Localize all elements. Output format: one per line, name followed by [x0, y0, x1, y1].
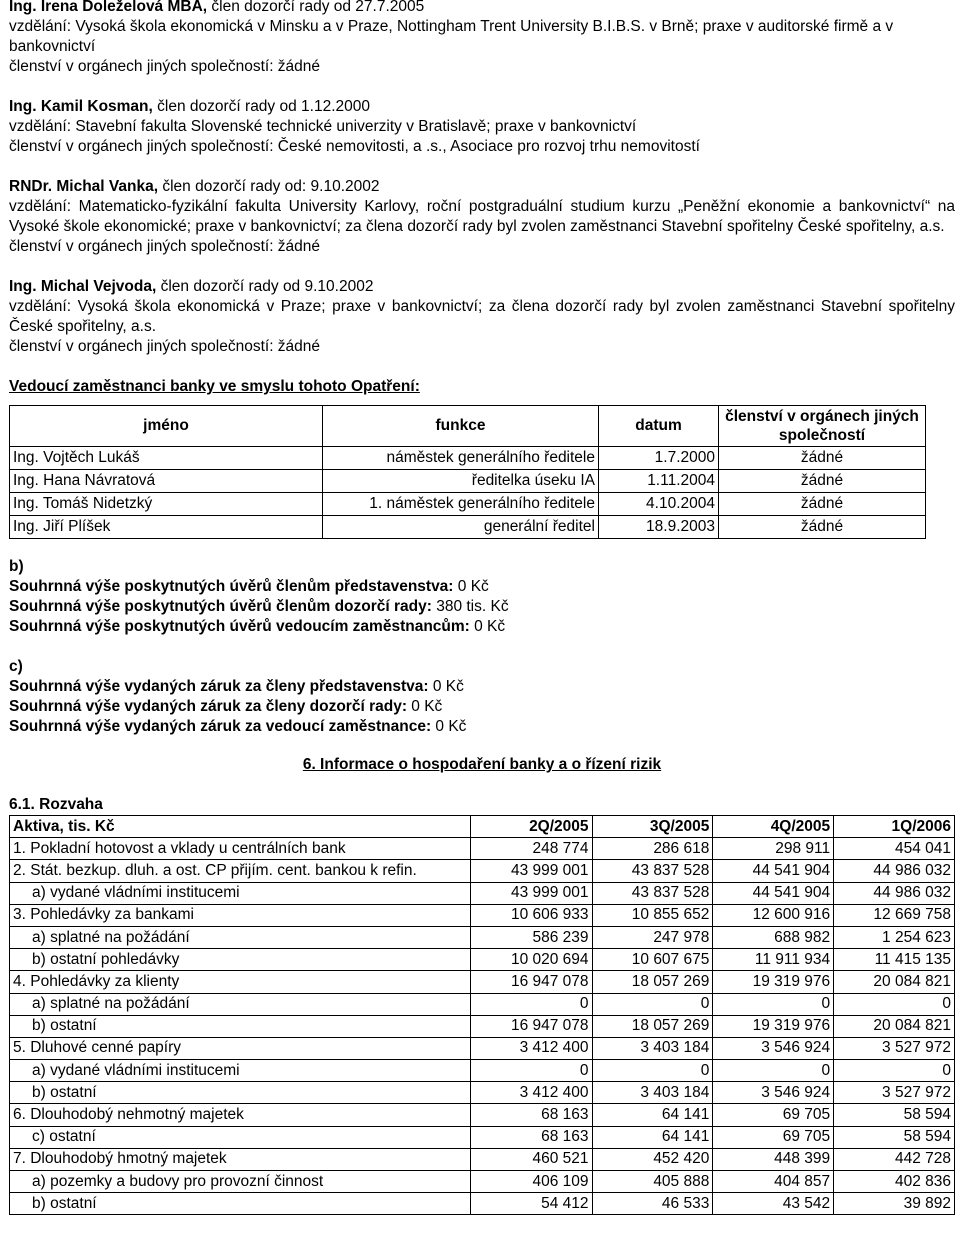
row-value: 454 041	[834, 838, 955, 860]
row-value: 44 541 904	[713, 882, 834, 904]
table-row	[10, 1060, 955, 1082]
row-value: 16 947 078	[470, 1015, 592, 1037]
row-value: 448 399	[713, 1148, 834, 1170]
manager-date: 1.11.2004	[599, 470, 719, 493]
manager-name: Ing. Hana Návratová	[10, 470, 323, 493]
table-header-row	[10, 816, 955, 838]
row-value: 3 412 400	[470, 1082, 592, 1104]
row-value: 10 020 694	[470, 949, 592, 971]
document-page	[9, 0, 955, 1215]
section-title: 6. Informace o hospodaření banky a o řízení rizik	[302, 756, 662, 773]
row-value: 442 728	[834, 1148, 955, 1170]
column-header: členství v orgánech jiných společností	[719, 406, 926, 447]
manager-date: 4.10.2004	[599, 493, 719, 516]
row-label: 4. Pohledávky za klienty	[10, 971, 471, 993]
table-row	[10, 949, 955, 971]
row-label: a) vydané vládními institucemi	[10, 1060, 471, 1082]
section-label: b)	[9, 558, 24, 575]
row-value: 69 705	[713, 1104, 834, 1126]
row-value: 248 774	[470, 838, 592, 860]
manager-function: náměstek generálního ředitele	[323, 447, 599, 470]
managers-table	[9, 405, 926, 539]
row-value: 18 057 269	[592, 971, 713, 993]
summary-value: 0 Kč	[428, 678, 464, 695]
member-role: člen dozorčí rady od 9.10.2002	[156, 278, 374, 295]
row-label: 3. Pohledávky za bankami	[10, 904, 471, 926]
summary-label: Souhrnná výše vydaných záruk za členy představenstva:	[9, 678, 429, 695]
summary-label: Souhrnná výše vydaných záruk za vedoucí zaměstnance:	[9, 718, 432, 735]
member-name: Ing. Irena Doleželová MBA,	[9, 0, 208, 15]
row-value: 58 594	[834, 1104, 955, 1126]
row-value: 3 412 400	[470, 1037, 592, 1059]
row-label: a) vydané vládními institucemi	[10, 882, 471, 904]
table-row	[10, 493, 926, 516]
row-value: 402 836	[834, 1171, 955, 1193]
row-label: b) ostatní	[10, 1015, 471, 1037]
section-b	[9, 557, 955, 637]
summary-value: 0 Kč	[406, 698, 443, 715]
row-label: 7. Dlouhodobý hmotný majetek	[10, 1148, 471, 1170]
row-value: 16 947 078	[470, 971, 592, 993]
manager-name: Ing. Tomáš Nidetzký	[10, 493, 323, 516]
row-value: 69 705	[713, 1126, 834, 1148]
row-value: 68 163	[470, 1126, 592, 1148]
column-header: funkce	[323, 406, 599, 447]
board-member	[9, 177, 955, 257]
summary-label: Souhrnná výše poskytnutých úvěrů členům dozorčí rady:	[9, 598, 432, 615]
manager-date: 18.9.2003	[599, 516, 719, 539]
summary-label: Souhrnná výše poskytnutých úvěrů vedoucím zaměstnancům:	[9, 618, 470, 635]
row-value: 12 600 916	[713, 904, 834, 926]
member-education: vzdělání: Vysoká škola ekonomická v Minsku a v Praze, Nottingham Trent University B.I.B.S. v Brně; praxe v auditorské firmě a v bankovnictví	[9, 18, 894, 55]
table-header-row	[10, 406, 926, 447]
table-row	[10, 993, 955, 1015]
table-row	[10, 904, 955, 926]
manager-name: Ing. Vojtěch Lukáš	[10, 447, 323, 470]
row-label: b) ostatní	[10, 1082, 471, 1104]
summary-value: 0 Kč	[453, 578, 489, 595]
board-member	[9, 0, 955, 77]
row-label: a) splatné na požádání	[10, 926, 471, 948]
row-value: 404 857	[713, 1171, 834, 1193]
row-value: 460 521	[470, 1148, 592, 1170]
row-value: 586 239	[470, 926, 592, 948]
member-membership: členství v orgánech jiných společností: žádné	[9, 238, 321, 255]
row-value: 3 546 924	[713, 1037, 834, 1059]
table-row	[10, 1015, 955, 1037]
row-value: 0	[470, 993, 592, 1015]
manager-membership: žádné	[719, 470, 926, 493]
table-row	[10, 516, 926, 539]
member-name: Ing. Kamil Kosman,	[9, 98, 153, 115]
row-value: 11 415 135	[834, 949, 955, 971]
row-value: 18 057 269	[592, 1015, 713, 1037]
row-value: 12 669 758	[834, 904, 955, 926]
row-value: 43 837 528	[592, 882, 713, 904]
member-education: vzdělání: Matematicko-fyzikální fakulta University Karlovy, roční postgraduální studium kurzu „Peněžní ekonomie a bankovnictví“ na Vysoké škole ekonomické; praxe v bankovnictví; za člena dozorčí rady byl zvolen zaměstnanci Stavební spořitelny České spořitelny, a.s.	[9, 198, 955, 235]
summary-value: 380 tis. Kč	[431, 598, 509, 615]
row-label: 6. Dlouhodobý nehmotný majetek	[10, 1104, 471, 1126]
row-value: 44 986 032	[834, 860, 955, 882]
row-label: c) ostatní	[10, 1126, 471, 1148]
row-value: 64 141	[592, 1126, 713, 1148]
board-member	[9, 277, 955, 357]
member-education: vzdělání: Stavební fakulta Slovenské technické univerzity v Bratislavě; praxe v bankovnictví	[9, 118, 637, 135]
table-row	[10, 1193, 955, 1215]
table-row	[10, 1126, 955, 1148]
row-value: 68 163	[470, 1104, 592, 1126]
row-value: 3 527 972	[834, 1037, 955, 1059]
row-value: 43 999 001	[470, 860, 592, 882]
row-value: 11 911 934	[713, 949, 834, 971]
row-value: 0	[834, 993, 955, 1015]
row-label: 2. Stát. bezkup. dluh. a ost. CP přijím. cent. bankou k refin.	[10, 860, 471, 882]
board-member	[9, 97, 955, 157]
column-header: 1Q/2006	[834, 816, 955, 838]
row-value: 58 594	[834, 1126, 955, 1148]
column-header: Aktiva, tis. Kč	[10, 816, 471, 838]
row-value: 406 109	[470, 1171, 592, 1193]
row-label: b) ostatní pohledávky	[10, 949, 471, 971]
row-value: 1 254 623	[834, 926, 955, 948]
table-row	[10, 1171, 955, 1193]
row-value: 405 888	[592, 1171, 713, 1193]
column-header: 4Q/2005	[713, 816, 834, 838]
row-value: 298 911	[713, 838, 834, 860]
row-value: 44 986 032	[834, 882, 955, 904]
manager-membership: žádné	[719, 447, 926, 470]
table-row	[10, 1104, 955, 1126]
table-row	[10, 926, 955, 948]
summary-value: 0 Kč	[431, 718, 467, 735]
row-value: 19 319 976	[713, 1015, 834, 1037]
section-c	[9, 657, 955, 737]
subsection-title: 6.1. Rozvaha	[9, 796, 103, 813]
member-education: vzdělání: Vysoká škola ekonomická v Praze; praxe v bankovnictví; za člena dozorčí rady byl zvolen zaměstnanci Stavební spořitelny České spořitelny, a.s.	[9, 298, 955, 335]
summary-value: 0 Kč	[469, 618, 506, 635]
row-value: 0	[470, 1060, 592, 1082]
table-row	[10, 838, 955, 860]
row-value: 64 141	[592, 1104, 713, 1126]
row-value: 10 855 652	[592, 904, 713, 926]
column-header: jméno	[10, 406, 323, 447]
table-row	[10, 971, 955, 993]
member-membership: členství v orgánech jiných společností: žádné	[9, 338, 321, 355]
row-value: 54 412	[470, 1193, 592, 1215]
row-value: 286 618	[592, 838, 713, 860]
manager-name: Ing. Jiří Plíšek	[10, 516, 323, 539]
table-row	[10, 447, 926, 470]
managers-heading: Vedoucí zaměstnanci banky ve smyslu tohoto Opatření:	[9, 378, 420, 395]
row-value: 44 541 904	[713, 860, 834, 882]
row-value: 10 607 675	[592, 949, 713, 971]
column-header: 2Q/2005	[470, 816, 592, 838]
member-role: člen dozorčí rady od 1.12.2000	[152, 98, 370, 115]
row-value: 10 606 933	[470, 904, 592, 926]
row-value: 39 892	[834, 1193, 955, 1215]
manager-function: generální ředitel	[323, 516, 599, 539]
row-value: 0	[834, 1060, 955, 1082]
manager-date: 1.7.2000	[599, 447, 719, 470]
summary-label: Souhrnná výše poskytnutých úvěrů členům představenstva:	[9, 578, 454, 595]
member-role: člen dozorčí rady od 27.7.2005	[207, 0, 425, 15]
row-value: 43 999 001	[470, 882, 592, 904]
row-value: 20 084 821	[834, 971, 955, 993]
row-label: b) ostatní	[10, 1193, 471, 1215]
row-label: a) splatné na požádání	[10, 993, 471, 1015]
column-header: 3Q/2005	[592, 816, 713, 838]
balance-table	[9, 815, 955, 1215]
column-header: datum	[599, 406, 719, 447]
table-row	[10, 1037, 955, 1059]
manager-function: ředitelka úseku IA	[323, 470, 599, 493]
row-value: 43 837 528	[592, 860, 713, 882]
row-label: 1. Pokladní hotovost a vklady u centrálních bank	[10, 838, 471, 860]
table-row	[10, 882, 955, 904]
row-value: 19 319 976	[713, 971, 834, 993]
member-membership: členství v orgánech jiných společností: České nemovitosti, a .s., Asociace pro rozvoj trhu nemovitostí	[9, 138, 700, 155]
row-value: 3 403 184	[592, 1037, 713, 1059]
row-value: 688 982	[713, 926, 834, 948]
row-value: 0	[592, 993, 713, 1015]
row-value: 3 403 184	[592, 1082, 713, 1104]
section-label: c)	[9, 658, 23, 675]
table-row	[10, 1082, 955, 1104]
member-name: RNDr. Michal Vanka,	[9, 178, 159, 195]
row-value: 3 546 924	[713, 1082, 834, 1104]
row-value: 0	[713, 1060, 834, 1082]
table-row	[10, 860, 955, 882]
row-value: 452 420	[592, 1148, 713, 1170]
summary-label: Souhrnná výše vydaných záruk za členy dozorčí rady:	[9, 698, 407, 715]
manager-function: 1. náměstek generálního ředitele	[323, 493, 599, 516]
member-name: Ing. Michal Vejvoda,	[9, 278, 157, 295]
row-value: 0	[592, 1060, 713, 1082]
row-value: 43 542	[713, 1193, 834, 1215]
manager-membership: žádné	[719, 516, 926, 539]
row-value: 46 533	[592, 1193, 713, 1215]
row-value: 3 527 972	[834, 1082, 955, 1104]
row-value: 247 978	[592, 926, 713, 948]
row-value: 0	[713, 993, 834, 1015]
row-label: 5. Dluhové cenné papíry	[10, 1037, 471, 1059]
manager-membership: žádné	[719, 493, 926, 516]
row-label: a) pozemky a budovy pro provozní činnost	[10, 1171, 471, 1193]
member-role: člen dozorčí rady od: 9.10.2002	[158, 178, 380, 195]
row-value: 20 084 821	[834, 1015, 955, 1037]
table-row	[10, 470, 926, 493]
member-membership: členství v orgánech jiných společností: žádné	[9, 58, 321, 75]
table-row	[10, 1148, 955, 1170]
